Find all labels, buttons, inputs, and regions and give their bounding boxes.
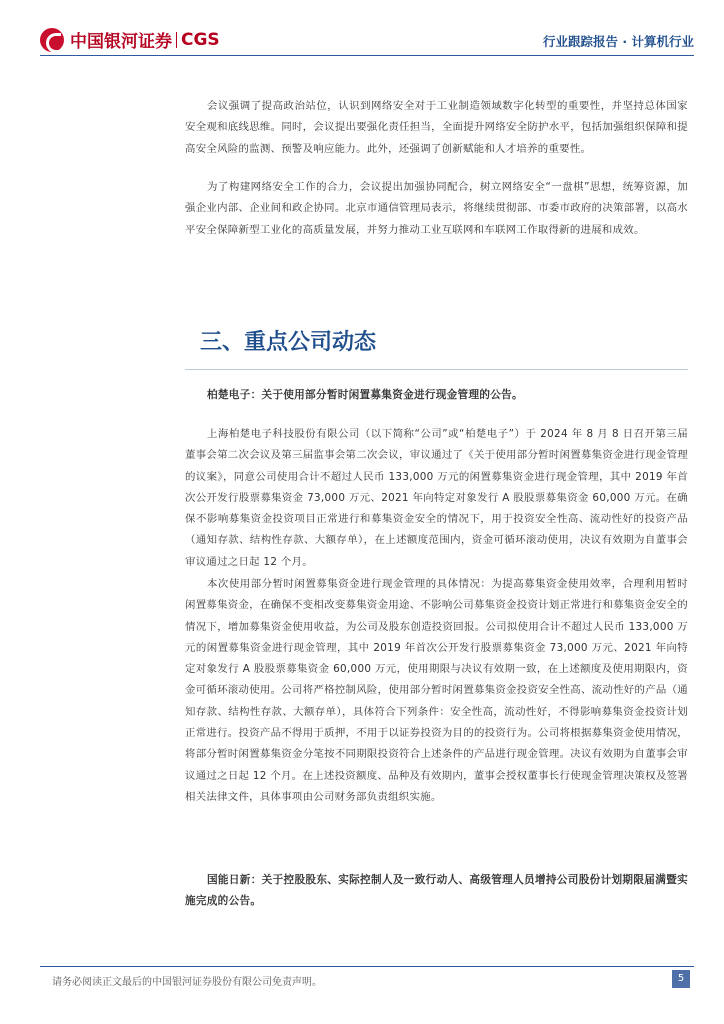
body-paragraph: 为了构建网络安全工作的合力，会议提出加强协同配合，树立网络安全“一盘棋”思想，统筹资源，加强企业内部、企业间和政企协同。北京市通信管理局表示，将继续贯彻部、市委市政府的决策部署，以高水平安全保障新型工业化的高质量发展，并努力推动工业互联网和车联网工作取得新的进展和成效。 <box>185 181 688 236</box>
footer-divider <box>40 966 694 967</box>
cgs-logo-icon <box>40 28 64 52</box>
page-header <box>0 0 724 60</box>
logo-chinese-name: 中国银河证券 <box>70 32 172 52</box>
logo-divider <box>176 32 177 48</box>
section-title: 三、重点公司动态 <box>200 330 377 355</box>
footer-disclaimer: 请务必阅读正文最后的中国银河证券股份有限公司免责声明。 <box>52 977 322 988</box>
report-type-label: 行业跟踪报告 · 计算机行业 <box>543 34 694 49</box>
company-announcement-heading: 国能日新：关于控股股东、实际控制人及一致行动人、高级管理人员增持公司股份计划期限届满暨实施完成的公告。 <box>185 874 688 907</box>
body-paragraph: 本次使用部分暂时闲置募集资金进行现金管理的具体情况：为提高募集资金使用效率，合理利用暂时闲置募集资金，在确保不变相改变募集资金用途、不影响公司募集资金投资计划正常进行和募集资金安全的情况下，增加募集资金使用收益，为公司及股东创造投资回报。公司拟使用合计不超过人民币 133,000 万元的闲置募集资金进行现金管理，其中 2019 年首次公开发行股票募集资金 73,000 万元、2021 年向特定对象发行 A 股股票募集资金 60,000 万元，使用期限与决议有效期一致，在上述额度及使用期限内，资金可循环滚动使用。公司将严格控制风险，使用部分暂时闲置募集资金投资安全性高、流动性好的产品（通知存款、结构性存款、大额存单），具体符合下列条件：安全性高，流动性好，不得影响募集资金投资计划正常进行。投资产品不得用于质押，不用于以证券投资为目的的投资行为。公司将根据募集资金使用情况，将部分暂时闲置募集资金分笔按不同期限投资符合上述条件的产品进行现金管理。决议有效期为自董事会审议通过之日起 12 个月。在上述投资额度、品种及有效期内，董事会授权董事长行使现金管理决策权及签署相关法律文件，具体事项由公司财务部负责组织实施。 <box>185 578 688 803</box>
section-divider <box>185 369 688 370</box>
logo-english-name: CGS <box>181 29 220 50</box>
page-number: 5 <box>672 970 690 988</box>
header-divider <box>40 55 694 56</box>
body-paragraph: 会议强调了提高政治站位，认识到网络安全对于工业制造领域数字化转型的重要性，并坚持总体国家安全观和底线思维。同时，会议提出要强化责任担当，全面提升网络安全防护水平，包括加强组织保障和提高安全风险的监测、预警及响应能力。此外，还强调了创新赋能和人才培养的重要性。 <box>185 100 688 155</box>
company-announcement-heading: 柏楚电子：关于使用部分暂时闲置募集资金进行现金管理的公告。 <box>207 389 523 401</box>
company-logo <box>40 27 220 52</box>
body-paragraph: 上海柏楚电子科技股份有限公司（以下简称“公司”或“柏楚电子”）于 2024 年 8 月 8 日召开第三届董事会第二次会议及第三届监事会第二次会议，审议通过了《关于使用部分暂时闲置募集资金进行现金管理的议案》，同意公司使用合计不超过人民币 133,000 万元的闲置募集资金进行现金管理，其中 2019 年首次公开发行股票募集资金 73,000 万元、2021 年向特定对象发行 A 股股票募集资金 60,000 万元。在确保不影响募集资金投资项目正常进行和募集资金安全的情况下，用于投资安全性高、流动性好的投资产品（通知存款、结构性存款、大额存单），在上述额度范围内，资金可循环滚动使用，决议有效期为自董事会审议通过之日起 12 个月。 <box>185 428 688 568</box>
